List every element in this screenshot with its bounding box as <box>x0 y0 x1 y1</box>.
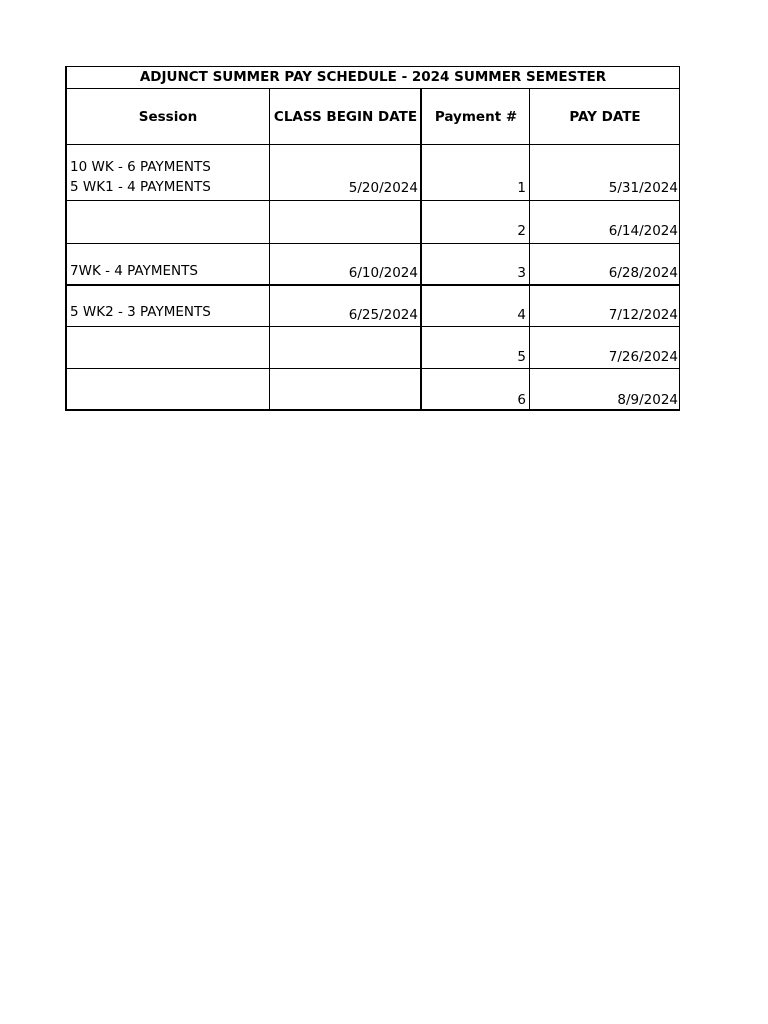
row-1-payment-number: 1 <box>517 180 526 196</box>
row-1-pay-date: 5/31/2024 <box>608 180 678 196</box>
row-divider <box>67 326 679 327</box>
header-class-begin-date: CLASS BEGIN DATE <box>270 89 421 145</box>
header-payment-number: Payment # <box>422 89 530 145</box>
row-3-payment-number: 3 <box>517 265 526 281</box>
header-session: Session <box>67 89 269 145</box>
table-title: ADJUNCT SUMMER PAY SCHEDULE - 2024 SUMMER SEMESTER <box>67 67 679 89</box>
row-2-payment-number: 2 <box>517 223 526 239</box>
row-4-class-begin-date: 6/25/2024 <box>348 307 418 323</box>
header-pay-date: PAY DATE <box>530 89 680 145</box>
column-divider <box>420 89 422 409</box>
row-1-session-line-2: 5 WK1 - 4 PAYMENTS <box>70 179 211 195</box>
pay-schedule-table <box>65 66 680 411</box>
row-3-class-begin-date: 6/10/2024 <box>348 265 418 281</box>
row-5-pay-date: 7/26/2024 <box>608 349 678 365</box>
row-4-session: 5 WK2 - 3 PAYMENTS <box>70 304 211 320</box>
row-3-pay-date: 6/28/2024 <box>608 265 678 281</box>
row-1-session-line-1: 10 WK - 6 PAYMENTS <box>70 159 211 175</box>
row-4-payment-number: 4 <box>517 307 526 323</box>
row-4-pay-date: 7/12/2024 <box>608 307 678 323</box>
row-5-payment-number: 5 <box>517 349 526 365</box>
column-divider <box>269 89 270 409</box>
row-divider <box>67 200 679 201</box>
row-1-class-begin-date: 5/20/2024 <box>348 180 418 196</box>
row-6-pay-date: 8/9/2024 <box>617 392 678 408</box>
row-divider <box>67 243 679 244</box>
row-divider <box>67 368 679 369</box>
row-divider <box>67 284 679 286</box>
row-3-session: 7WK - 4 PAYMENTS <box>70 263 198 279</box>
row-6-payment-number: 6 <box>517 392 526 408</box>
row-2-pay-date: 6/14/2024 <box>608 223 678 239</box>
